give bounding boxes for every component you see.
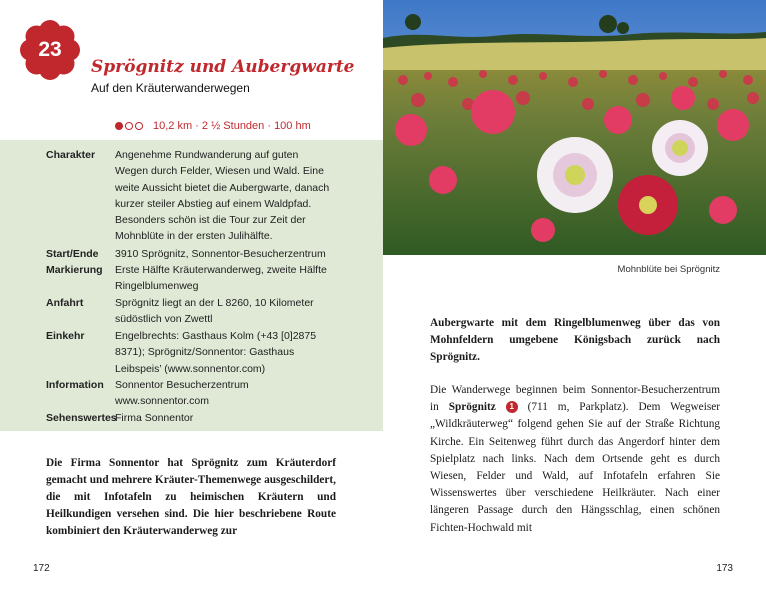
- info-label: Einkehr: [46, 330, 85, 342]
- route-text-continued: (711 m, Parkplatz). Dem Wegweiser „Wildkräuterweg“ folgend gehen Sie auf der Straße Richtung Kirche. Ein Seitenweg führt durch das Angerdorf hinter dem Spielplatz nach links. Nach dem Ortsende geht es durch Wiesen, Felder und Wald, auf Infotafeln erfahren Sie Wissenswertes über verschiedene Heilkräuter. Nach einer längeren Passage durch den Hängsschlag, einen schönen Fichten-Hochwald mit: [430, 401, 720, 534]
- difficulty-dot: [125, 122, 133, 130]
- info-label: Charakter: [46, 149, 96, 161]
- info-box: [0, 140, 383, 431]
- tour-meta: [115, 120, 311, 132]
- info-label: Sehenswertes: [46, 412, 117, 424]
- info-label: Markierung: [46, 264, 103, 276]
- difficulty-rating: [115, 122, 143, 130]
- route-text-start: Die Wanderwege beginnen beim Sonnentor-Besucherzentrum in: [430, 384, 720, 414]
- info-value: Sprögnitz liegt an der L 8260, 10 Kilometer südöstlich von Zwettl: [115, 297, 314, 326]
- info-value: Erste Hälfte Kräuterwanderweg, zweite Hälfte Ringelblumenweg: [115, 264, 327, 293]
- info-value: Sonnentor Besucherzentrum www.sonnentor.com: [115, 379, 249, 408]
- difficulty-dot: [115, 122, 123, 130]
- info-value: Engelbrechts: Gasthaus Kolm (+43 [0]2875 8371); Sprögnitz/Sonnentor: Gasthaus Leibspeis’ (www.sonnentor.com): [115, 330, 317, 375]
- tour-number-badge: [20, 20, 80, 80]
- place-name: Sprögnitz: [448, 401, 496, 414]
- route-description: [430, 382, 720, 537]
- page-number-right: 173: [716, 563, 733, 574]
- tour-stats: 10,2 km · 2 ½ Stunden · 100 hm: [153, 120, 311, 132]
- info-value: Firma Sonnentor: [115, 412, 194, 424]
- tour-title: Sprögnitz und Aubergwarte: [91, 57, 355, 77]
- photo-caption: Mohnblüte bei Sprögnitz: [617, 264, 720, 275]
- lead-text: Aubergwarte mit dem Ringelblumenweg über das von Mohnfeldern umgebene Königsbach zurück nach Sprögnitz.: [430, 317, 720, 363]
- info-value: 3910 Sprögnitz, Sonnentor-Besucherzentrum: [115, 248, 326, 260]
- tour-number: 23: [38, 38, 62, 61]
- intro-text: Die Firma Sonnentor hat Sprögnitz zum Kräuterdorf gemacht und mehrere Kräuter-Themenwege ausgeschildert, die mit Infotafeln zu heimischen Kräutern und Heilkundigen versehen sind. Die hier beschriebene Route kombiniert den Kräuterwanderweg zur: [46, 457, 336, 537]
- poppy-field-image: [383, 0, 766, 255]
- info-label: Anfahrt: [46, 297, 84, 309]
- info-label: Information: [46, 379, 104, 391]
- info-value: Angenehme Rundwanderung auf guten Wegen durch Felder, Wiesen und Wald. Eine weite Aussicht bietet die Aubergwarte, danach kurzer steiler Abstieg auf einem Waldpfad. Besonders schön ist die Tour zur Zeit der Mohnblüte in der ersten Julihälfte.: [115, 149, 330, 243]
- info-label: Start/Ende: [46, 248, 99, 260]
- page-number-left: 172: [33, 563, 50, 574]
- tour-subtitle: Auf den Kräuterwanderwegen: [91, 81, 250, 95]
- waypoint-marker: 1: [506, 401, 518, 413]
- poppy-field-photo: [383, 0, 766, 255]
- right-page: [383, 0, 766, 600]
- difficulty-dot: [135, 122, 143, 130]
